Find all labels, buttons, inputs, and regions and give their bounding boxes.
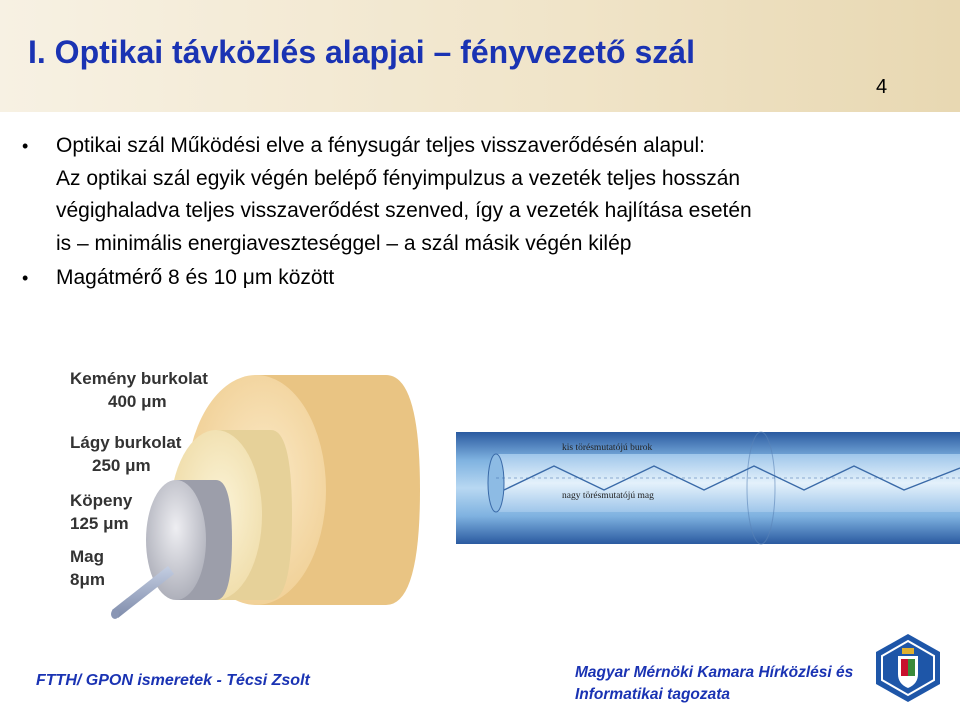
bullet-line: Magátmérő 8 és 10 μm között — [56, 266, 335, 289]
bullet-line: Az optikai szál egyik végén belépő fényimpulzus a vezeték teljes hosszán — [56, 166, 741, 190]
bullet-line: is – minimális energiaveszteséggel – a szál másik végén kilép — [56, 231, 632, 255]
label-hard-coating: Kemény burkolat — [70, 369, 208, 388]
fiber-propagation-figure — [456, 428, 960, 548]
label-core-high-index: nagy törésmutatójú mag — [562, 491, 654, 501]
bullet-item — [22, 262, 942, 295]
bullet-dot-icon: • — [22, 268, 29, 288]
label-hard-coating-size: 400 μm — [108, 392, 167, 411]
bullet-item — [22, 130, 942, 260]
label-cladding: Köpeny — [70, 491, 133, 510]
label-soft-coating-size: 250 μm — [92, 456, 151, 475]
bullet-list — [22, 130, 942, 297]
label-cladding-low-index: kis törésmutatójú burok — [562, 443, 653, 453]
label-soft-coating: Lágy burkolat — [70, 433, 182, 452]
footer-organization — [575, 662, 875, 706]
page-number: 4 — [876, 76, 888, 98]
bullet-line: végighaladva teljes visszaverődést szenved, így a vezeték hajlítása esetén — [56, 199, 752, 222]
label-core: Mag — [70, 547, 104, 566]
footer-org-line: Magyar Mérnöki Kamara Hírközlési és — [575, 664, 854, 681]
slide-title: I. Optikai távközlés alapjai – fényvezető szál — [28, 34, 695, 70]
footer-org-line: Informatikai tagozata — [575, 686, 731, 703]
fiber-core-end — [488, 454, 504, 512]
bullet-line: Optikai szál Működési elve a fénysugár teljes visszaverődésén alapul: — [56, 134, 706, 157]
chamber-logo-icon — [872, 632, 944, 704]
fiber-cross-section-figure — [56, 340, 456, 640]
bullet-dot-icon: • — [22, 136, 29, 156]
label-cladding-size: 125 μm — [70, 514, 129, 533]
footer-author: FTTH/ GPON ismeretek - Técsi Zsolt — [36, 672, 310, 689]
core-end — [111, 609, 119, 619]
label-core-size: 8μm — [70, 570, 105, 589]
